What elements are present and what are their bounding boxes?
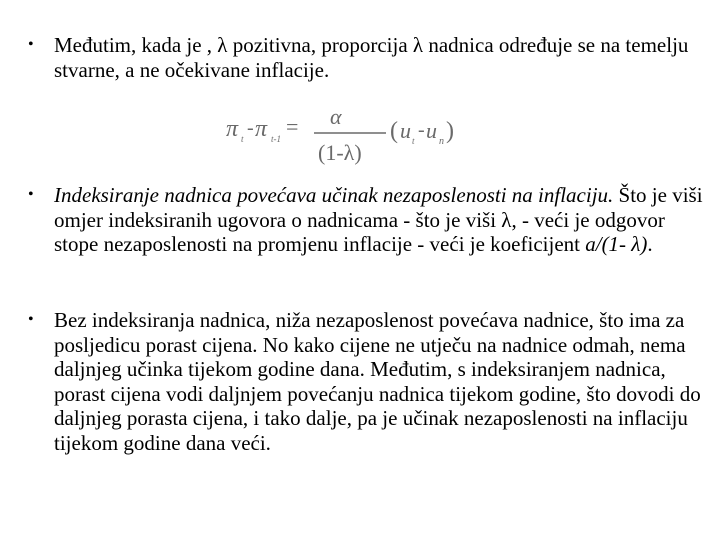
formula-sub-t1: t-1 — [271, 134, 281, 144]
formula-sub-n: n — [439, 136, 444, 147]
bullet-3-text: Bez indeksiranja nadnica, niža nezaposlenost povećava nadnice, što ima za posljedicu porast cijena. No kako cijene ne utječu na nadnice odmah, nema daljnjeg učinka tijekom godine dana. Međutim, s indeksiranjem nadnica, porast cijena vodi daljnjem povećanju nadnica tijekom godine, što dovodi do daljnjeg porasta cijena, i tako dalje, pa je učinak nezaposlenosti na inflaciju tijekom godine dana veći. — [54, 308, 701, 455]
bullet-marker: • — [28, 36, 34, 53]
formula-pi-t: π — [226, 116, 239, 142]
formula-paren-close: ) — [446, 118, 454, 144]
formula-pi-t1: π — [255, 116, 268, 142]
formula-denominator: (1-λ) — [318, 140, 362, 165]
formula-sub-t: t — [241, 134, 244, 144]
formula-minus-2: - — [418, 119, 425, 141]
formula-u-n: u — [426, 118, 437, 143]
bullet-1 — [24, 33, 704, 82]
formula-alpha: α — [330, 104, 342, 129]
bullet-marker: • — [28, 311, 34, 328]
bullet-2-coefficient: a/(1- λ) — [585, 232, 648, 256]
bullet-3 — [24, 308, 704, 455]
bullet-2-text — [54, 183, 704, 257]
formula-sub-t-u: t — [412, 136, 415, 146]
bullet-marker: • — [28, 186, 34, 203]
bullet-2-italic-lead: Indeksiranje nadnica povećava učinak nezaposlenosti na inflaciju. — [54, 183, 614, 207]
formula-minus: - — [247, 117, 254, 139]
formula-equals: = — [286, 114, 299, 139]
bullet-1-text: Međutim, kada je , λ pozitivna, proporcija λ nadnica određuje se na temelju stvarne, a ne očekivane inflacije. — [54, 33, 689, 82]
bullet-2-body: Što je viši omjer indeksiranih ugovora o nadnicama - što je viši λ, - veći je odgovor stope nezaposlenosti na promjenu inflacije - veći je koeficijent — [54, 183, 703, 256]
formula-paren-open: ( — [390, 118, 398, 144]
bullet-2 — [24, 183, 704, 257]
formula-u-t: u — [400, 118, 411, 143]
bullet-2-end: . — [647, 232, 653, 256]
phillips-curve-formula — [222, 100, 484, 168]
